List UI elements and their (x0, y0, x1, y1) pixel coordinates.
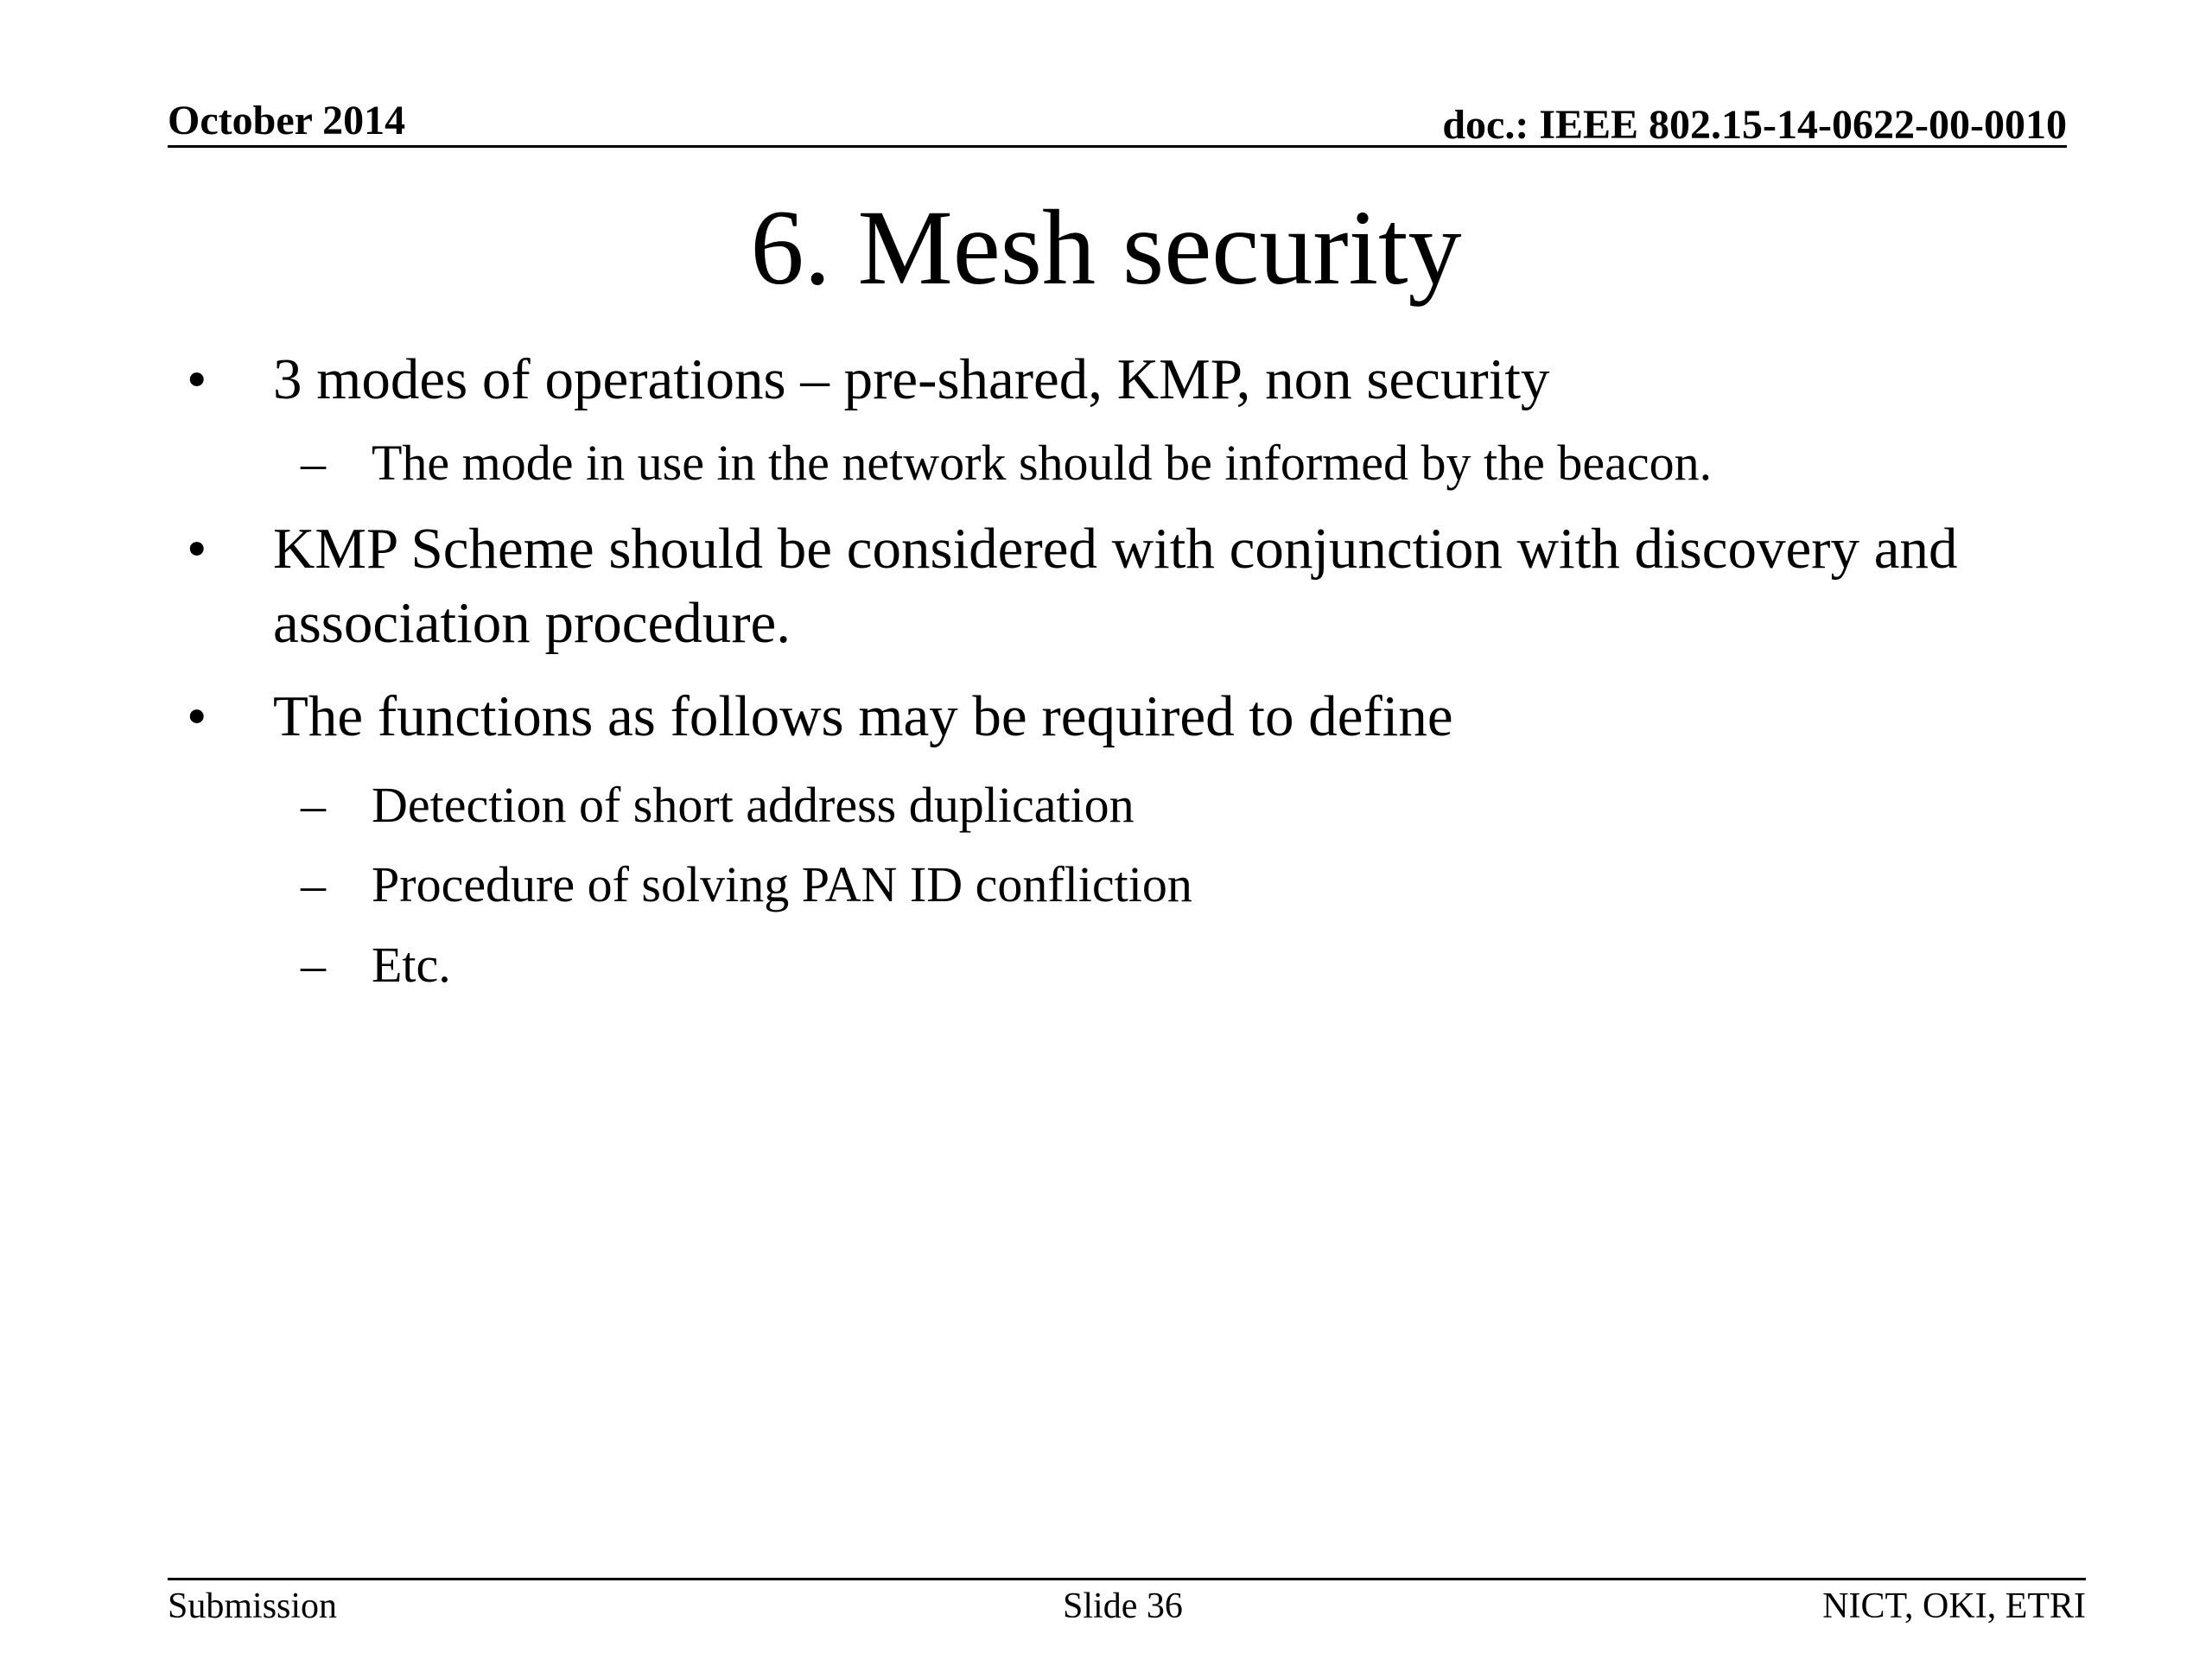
sub-bullet-item (301, 774, 2029, 836)
bullet-item (187, 512, 2053, 660)
footer-divider (168, 1578, 2086, 1580)
header-divider (168, 145, 2067, 148)
sub-bullet-item (301, 432, 2029, 494)
footer-submission: Submission (168, 1586, 338, 1626)
bullet-marker: • (187, 517, 207, 581)
sub-bullet-item (301, 854, 2029, 916)
footer-authors: NICT, OKI, ETRI (1822, 1586, 2086, 1626)
bullet-item (187, 679, 2053, 753)
bullet-text: The functions as follows may be required to define (273, 684, 1453, 748)
bullet-marker: • (187, 347, 207, 411)
bullet-text: 3 modes of operations – pre-shared, KMP, non security (273, 347, 1550, 411)
sub-bullet-item (301, 934, 2029, 996)
sub-bullet-text: Procedure of solving PAN ID confliction (372, 856, 1192, 912)
sub-bullet-marker: – (301, 937, 326, 993)
slide-title: 6. Mesh security (750, 188, 1462, 307)
sub-bullet-text: Detection of short address duplication (372, 777, 1135, 833)
header-doc-id: doc.: IEEE 802.15-14-0622-00-0010 (1442, 102, 2067, 148)
sub-bullet-text: Etc. (372, 937, 451, 993)
sub-bullet-marker: – (301, 777, 326, 833)
header-date: October 2014 (168, 98, 406, 143)
footer-slide-number: Slide 36 (1063, 1586, 1183, 1626)
bullet-text: KMP Scheme should be considered with conjunction with discovery and association procedure. (273, 517, 1958, 655)
sub-bullet-marker: – (301, 435, 326, 491)
bullet-marker: • (187, 684, 207, 748)
bullet-item (187, 342, 2053, 416)
sub-bullet-marker: – (301, 856, 326, 912)
sub-bullet-text: The mode in use in the network should be informed by the beacon. (372, 435, 1713, 491)
